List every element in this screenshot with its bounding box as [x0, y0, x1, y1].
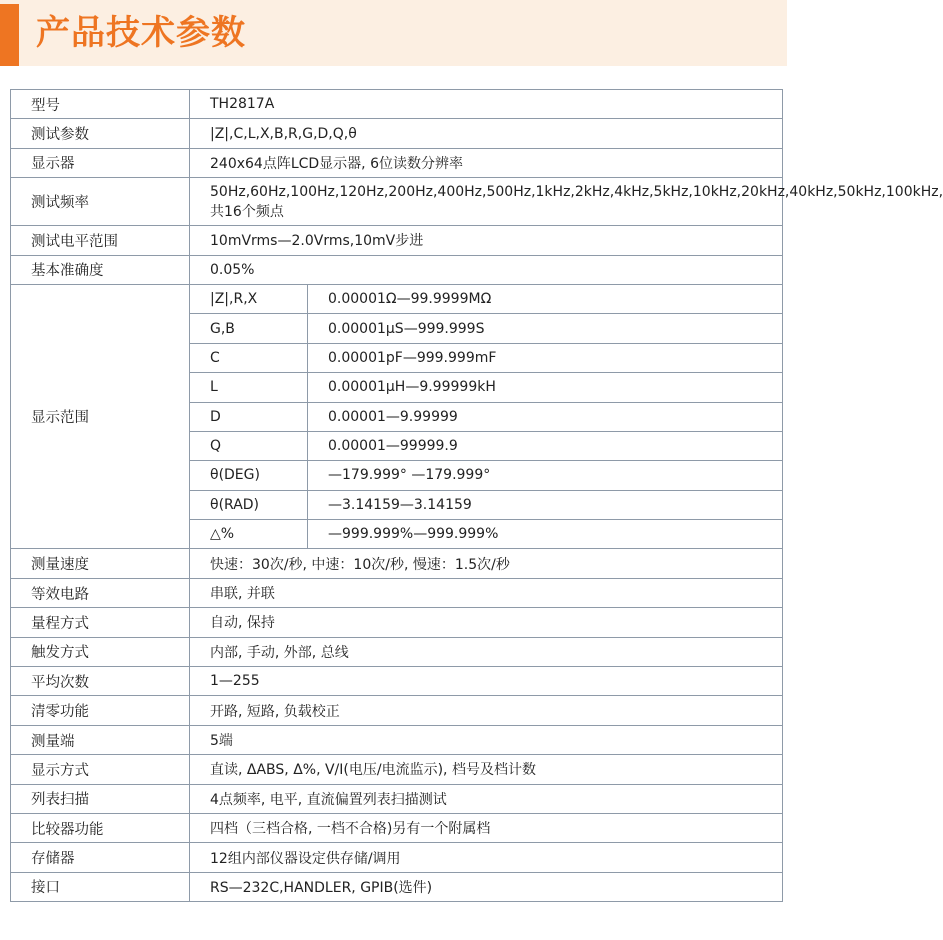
- row-label-test-params: 测试参数: [11, 119, 190, 148]
- row-label-comparator: 比较器功能: [11, 813, 190, 842]
- row-label-speed: 测量速度: [11, 549, 190, 578]
- row-value-terminals: 5端: [190, 725, 783, 754]
- row-value-averaging: 1—255: [190, 667, 783, 696]
- sub-param: △%: [190, 520, 308, 549]
- sub-range: —999.999%—999.999%: [308, 520, 783, 549]
- row-value-interface: RS—232C,HANDLER, GPIB(选件): [190, 872, 783, 901]
- row-value-level-range: 10mVrms—2.0Vrms,10mV步进: [190, 226, 783, 255]
- sub-param: θ(RAD): [190, 490, 308, 519]
- row-value-test-frequency: 50Hz,60Hz,100Hz,120Hz,200Hz,400Hz,500Hz,1kHz,2kHz,4kHz,5kHz,10kHz,20kHz,40kHz,50kHz,100kHz, 共16个频点: [190, 178, 783, 226]
- row-label-display: 显示器: [11, 148, 190, 177]
- row-label-memory: 存储器: [11, 843, 190, 872]
- table-row: [11, 148, 783, 177]
- row-value-memory: 12组内部仪器设定供存储/调用: [190, 843, 783, 872]
- sub-param: L: [190, 373, 308, 402]
- row-label-level-range: 测试电平范围: [11, 226, 190, 255]
- sub-param: |Z|,R,X: [190, 284, 308, 313]
- row-label-zeroing: 清零功能: [11, 696, 190, 725]
- table-row: [11, 843, 783, 872]
- table-row: [11, 90, 783, 119]
- table-row: [11, 255, 783, 284]
- row-value-speed: 快速：30次/秒, 中速：10次/秒, 慢速：1.5次/秒: [190, 549, 783, 578]
- row-label-basic-accuracy: 基本准确度: [11, 255, 190, 284]
- title-accent-bar: [0, 4, 19, 66]
- row-label-trigger: 触发方式: [11, 637, 190, 666]
- sub-range: 0.00001μH—9.99999kH: [308, 373, 783, 402]
- table-row: [11, 284, 783, 313]
- sub-param: G,B: [190, 314, 308, 343]
- spec-table: [10, 89, 943, 902]
- row-value-list-sweep: 4点频率, 电平, 直流偏置列表扫描测试: [190, 784, 783, 813]
- row-label-terminals: 测量端: [11, 725, 190, 754]
- table-row: [11, 578, 783, 607]
- row-value-trigger: 内部, 手动, 外部, 总线: [190, 637, 783, 666]
- row-label-model: 型号: [11, 90, 190, 119]
- row-value-comparator: 四档（三档合格, 一档不合格)另有一个附属档: [190, 813, 783, 842]
- row-value-display-mode: 直读, ΔABS, Δ%, V/I(电压/电流监示), 档号及档计数: [190, 755, 783, 784]
- sub-param: Q: [190, 431, 308, 460]
- table-row: [11, 119, 783, 148]
- sub-range: —179.999° —179.999°: [308, 461, 783, 490]
- row-label-display-range: 显示范围: [11, 284, 190, 549]
- page-title: 产品技术参数: [36, 13, 246, 53]
- sub-range: 0.00001Ω—99.9999MΩ: [308, 284, 783, 313]
- sub-range: —3.14159—3.14159: [308, 490, 783, 519]
- sub-param: θ(DEG): [190, 461, 308, 490]
- row-label-test-frequency: 测试频率: [11, 178, 190, 226]
- row-value-range-mode: 自动, 保持: [190, 608, 783, 637]
- row-label-list-sweep: 列表扫描: [11, 784, 190, 813]
- row-value-test-params: |Z|,C,L,X,B,R,G,D,Q,θ: [190, 119, 783, 148]
- table-row: [11, 755, 783, 784]
- table-row: [11, 813, 783, 842]
- row-value-model: TH2817A: [190, 90, 783, 119]
- table-row: [11, 696, 783, 725]
- title-bar: [0, 0, 787, 66]
- table-row: [11, 667, 783, 696]
- row-label-averaging: 平均次数: [11, 667, 190, 696]
- sub-range: 0.00001pF—999.999mF: [308, 343, 783, 372]
- row-value-equivalent-circuit: 串联, 并联: [190, 578, 783, 607]
- row-label-equivalent-circuit: 等效电路: [11, 578, 190, 607]
- row-label-display-mode: 显示方式: [11, 755, 190, 784]
- sub-param: C: [190, 343, 308, 372]
- table-row: [11, 637, 783, 666]
- sub-range: 0.00001μS—999.999S: [308, 314, 783, 343]
- row-value-basic-accuracy: 0.05%: [190, 255, 783, 284]
- table-row: [11, 178, 783, 226]
- row-value-zeroing: 开路, 短路, 负载校正: [190, 696, 783, 725]
- table-row: [11, 608, 783, 637]
- table-row: [11, 725, 783, 754]
- row-value-display: 240x64点阵LCD显示器, 6位读数分辨率: [190, 148, 783, 177]
- table-row: [11, 549, 783, 578]
- row-label-range-mode: 量程方式: [11, 608, 190, 637]
- sub-range: 0.00001—9.99999: [308, 402, 783, 431]
- table-row: [11, 784, 783, 813]
- sub-range: 0.00001—99999.9: [308, 431, 783, 460]
- table-row: [11, 872, 783, 901]
- table-row: [11, 226, 783, 255]
- row-label-interface: 接口: [11, 872, 190, 901]
- sub-param: D: [190, 402, 308, 431]
